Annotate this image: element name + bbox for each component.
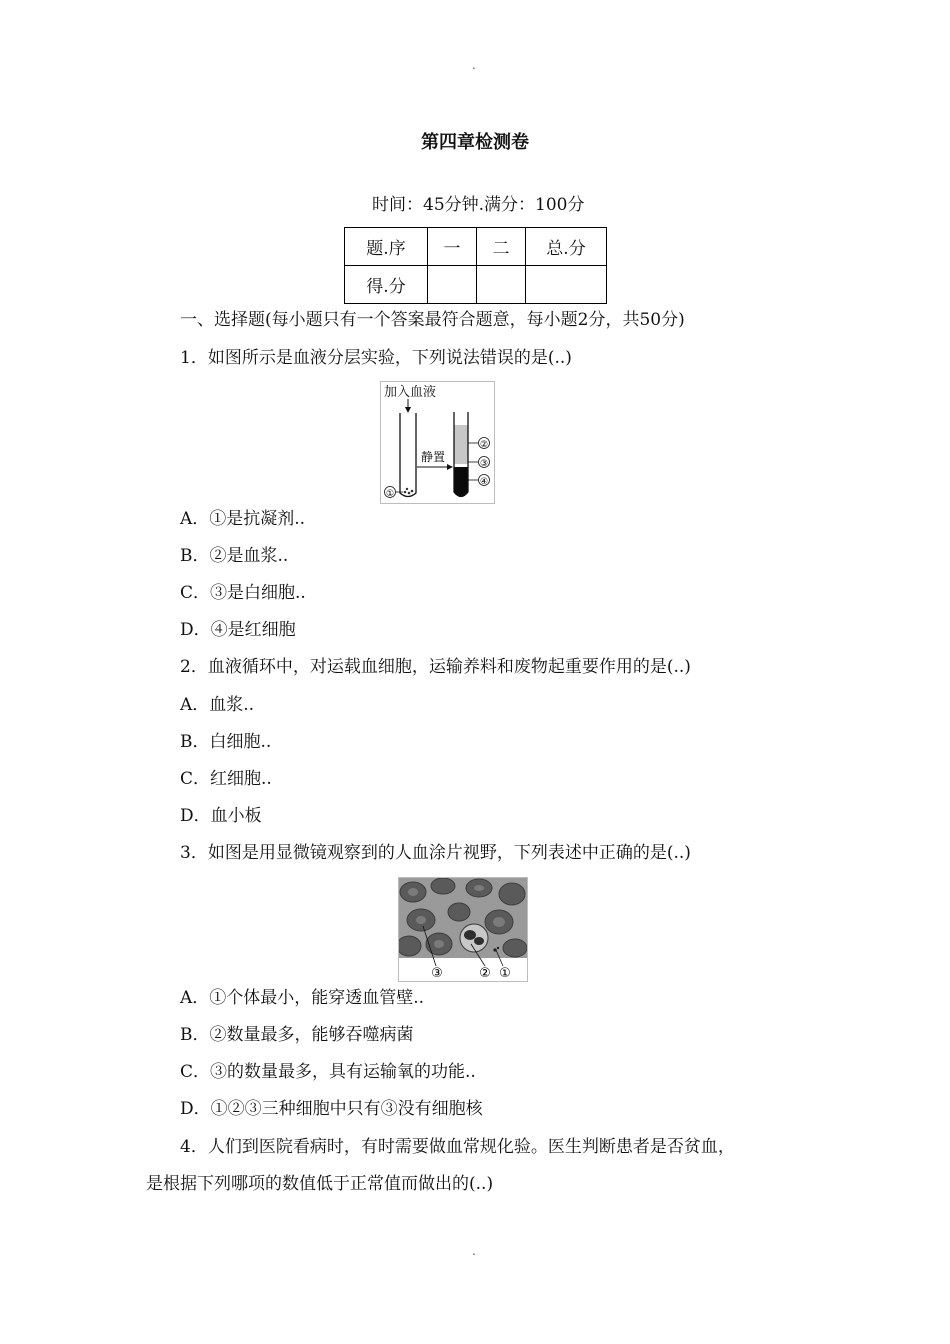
- table-cell-empty: [526, 266, 607, 304]
- table-cell: 题.序: [345, 228, 428, 266]
- table-cell: 总.分: [526, 228, 607, 266]
- q1-option-c: C．③是白细胞..: [180, 583, 306, 603]
- table-row: [345, 228, 607, 266]
- q1-option-a: A．①是抗凝剂..: [180, 509, 306, 529]
- marker-4: ④: [479, 477, 489, 487]
- label-still: 静置: [421, 450, 446, 464]
- table-cell: 得.分: [345, 266, 428, 304]
- question-3-stem: 3．如图是用显微镜观察到的人血涂片视野，下列表述中正确的是(..): [180, 843, 691, 863]
- marker-1: ①: [385, 489, 395, 499]
- blood-smear-image: [399, 878, 527, 981]
- footer-dot: .: [472, 1244, 476, 1258]
- blood-layering-figure: [380, 381, 495, 504]
- smear-marker-3: ③: [431, 966, 443, 981]
- smear-marker-1: ①: [499, 966, 511, 981]
- score-table: [344, 227, 607, 304]
- q2-option-a: A．血浆..: [180, 695, 255, 715]
- left-test-tube: [400, 413, 416, 497]
- smear-marker-2: ②: [479, 966, 491, 981]
- page-title: 第四章检测卷: [421, 132, 529, 153]
- q3-option-a: A．①个体最小，能穿透血管壁..: [180, 988, 425, 1008]
- marker-2: ②: [479, 440, 489, 450]
- question-1-stem: 1．如图所示是血液分层实验，下列说法错误的是(..): [180, 348, 572, 368]
- q2-option-c: C．红细胞..: [180, 769, 272, 789]
- table-cell: 二: [477, 228, 526, 266]
- q3-option-c: C．③的数量最多，具有运输氧的功能..: [180, 1062, 476, 1082]
- table-cell-empty: [477, 266, 526, 304]
- header-dot: .: [472, 58, 476, 72]
- q3-option-b: B．②数量最多，能够吞噬病菌: [180, 1025, 414, 1045]
- q1-option-b: B．②是血浆..: [180, 546, 289, 566]
- question-4-stem-line-2: 是根据下列哪项的数值低于正常值而做出的(..): [146, 1174, 494, 1194]
- table-cell: 一: [428, 228, 477, 266]
- q2-option-d: D．血小板: [180, 806, 262, 826]
- time-info: 时间：45分钟.满分：100分: [372, 195, 585, 215]
- question-2-stem: 2．血液循环中，对运载血细胞，运输养料和废物起重要作用的是(..): [180, 657, 691, 677]
- q1-option-d: D．④是红细胞: [180, 620, 296, 640]
- test-tube-diagram: [381, 382, 494, 503]
- question-4-stem-line-1: 4．人们到医院看病时，有时需要做血常规化验。医生判断患者是否贫血，: [180, 1137, 735, 1157]
- table-row: [345, 266, 607, 304]
- q2-option-b: B．白细胞..: [180, 732, 272, 752]
- table-cell-empty: [428, 266, 477, 304]
- marker-3: ③: [479, 459, 489, 469]
- section-heading: 一、选择题(每小题只有一个答案最符合题意，每小题2分，共50分): [180, 310, 685, 330]
- label-add-blood: 加入血液: [384, 385, 437, 400]
- q3-option-d: D．①②③三种细胞中只有③没有细胞核: [180, 1099, 483, 1119]
- blood-smear-figure: [398, 877, 528, 982]
